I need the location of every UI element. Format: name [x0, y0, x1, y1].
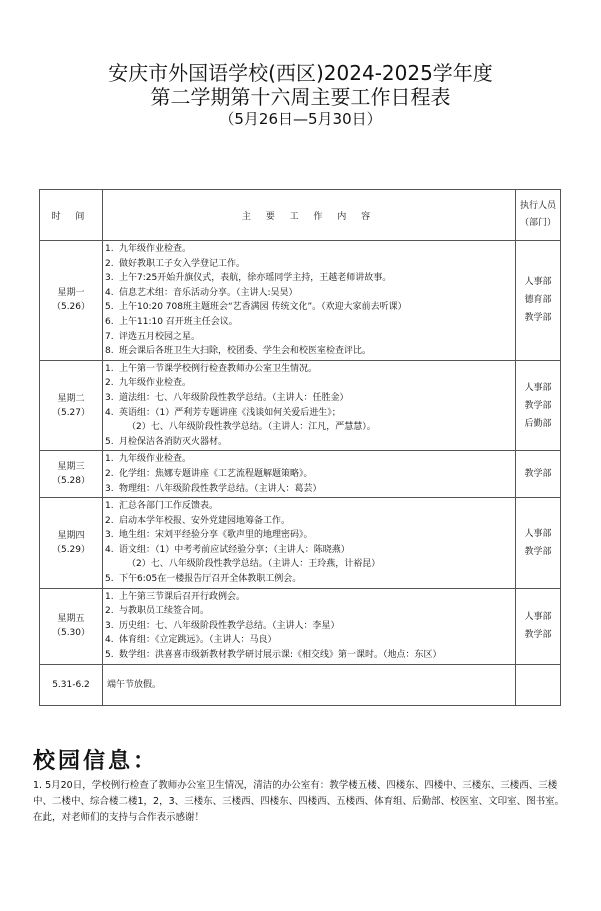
task-item [105, 344, 512, 359]
schedule-table [39, 189, 561, 706]
task-text: 做好教职工子女入学登记工作。 [119, 258, 246, 269]
task-text: 评选五月校园之星。 [119, 331, 201, 342]
task-number: 1. [105, 244, 114, 254]
task-item [105, 257, 512, 272]
task-number: 3. [105, 483, 114, 494]
department-label: 教学部 [524, 400, 552, 411]
date-range: （5月26日—5月30日） [219, 110, 382, 128]
task-item [105, 406, 512, 421]
task-number: 4. [105, 407, 114, 418]
holiday-date: 5.31-6.2 [40, 664, 103, 705]
task-number: 1. [105, 363, 114, 374]
task-text: 班会课后各班卫生大扫除，校团委、学生会和校医室检查评比。 [119, 346, 372, 357]
page-subtitle: 第二学期第十六周主要工作日程表 [150, 85, 451, 109]
task-item [105, 514, 512, 529]
task-text: （2）七、八年级阶段性教学总结。（主讲人：江凡，严慧慧）。 [127, 422, 376, 433]
task-text: 与教职员工续签合同。 [119, 606, 210, 617]
task-item [105, 619, 512, 634]
task-item [105, 435, 512, 450]
task-text: 上午第一节课学校例行检查教师办公室卫生情况。 [119, 363, 318, 374]
task-item [105, 590, 512, 605]
task-item [105, 482, 512, 497]
task-number: 3. [105, 273, 114, 284]
departments-cell [516, 241, 561, 361]
department-label: 教学部 [524, 630, 552, 641]
department-label: 人事部 [524, 382, 552, 393]
task-item [105, 330, 512, 345]
day-cell [40, 360, 103, 451]
department-label: 德育部 [524, 295, 552, 306]
task-item [105, 572, 512, 587]
tasks-cell [103, 498, 516, 589]
task-item [105, 391, 512, 406]
task-number: 5. [105, 650, 114, 661]
department-label: 教学部 [524, 469, 552, 480]
schedule-row [40, 451, 561, 498]
task-item [105, 499, 512, 514]
day-date: （5.28） [51, 476, 91, 487]
task-number: 5. [105, 436, 114, 447]
schedule-row [40, 588, 561, 664]
task-item [105, 271, 512, 286]
task-number: 2. [105, 515, 114, 526]
tasks-cell [103, 241, 516, 361]
news-title: 校园信息： [33, 748, 159, 774]
task-text: 地生组：宋刘平经验分享《歌声里的地理密码》。 [119, 530, 313, 541]
task-item [105, 315, 512, 330]
task-text: 历史组：七、八年级阶段性教学总结。（主讲人：李星） [119, 620, 340, 631]
departments-cell [516, 360, 561, 451]
task-number: 1. [105, 591, 114, 602]
task-item [105, 376, 512, 391]
task-number: 1. [105, 454, 114, 465]
day-date: （5.30） [51, 628, 91, 639]
task-number: 6. [105, 316, 114, 327]
task-text: 上午第三节课后召开行政例会。 [119, 591, 246, 602]
task-number: 5. [105, 302, 114, 313]
task-item [105, 543, 512, 558]
task-text: 道法组：七、八年级阶段性教学总结。（主讲人：任胜金） [119, 392, 349, 403]
day-label: 星期二 [57, 393, 85, 404]
news-body: 1. 5月20日，学校例行检查了教师办公室卫生情况，清洁的办公室有：教学楼五楼、四楼东、四楼中、三楼东、三楼西、三楼中、二楼中、综合楼二楼1，2，3、三楼东、三楼西、四楼东、四楼西、五楼西、体育组、后勤部、校医室、文印室、图书室。在此，对老师们的支持与合作表示感谢！ [33, 780, 565, 823]
page-title: 安庆市外国语学校(西区)2024-2025学年度 [108, 61, 493, 85]
task-item [105, 528, 512, 543]
task-text: 数学组：洪喜喜市级新教材教学研讨展示课:《相交线》第一课时。（地点：东区） [119, 650, 442, 661]
task-item [105, 242, 512, 257]
department-label: 教学部 [524, 546, 552, 557]
task-text: 上午10:20 708班主题班会“艺香满园 传统文化”。（欢迎大家前去听课） [119, 302, 407, 313]
time-header: 时 间 [40, 190, 103, 241]
day-label: 星期五 [57, 614, 85, 625]
department-label: 人事部 [524, 277, 552, 288]
holiday-note: 端午节放假。 [103, 664, 516, 705]
tasks-cell [103, 360, 516, 451]
task-item [105, 452, 512, 467]
holiday-departments [516, 664, 561, 705]
task-number: 4. [105, 287, 114, 298]
task-item [105, 362, 512, 377]
departments-cell [516, 451, 561, 498]
task-number: 2. [105, 468, 114, 479]
task-number: 4. [105, 544, 114, 555]
tasks-cell [103, 588, 516, 664]
task-number: 3. [105, 620, 114, 631]
task-text: 物理组：八年级阶段性教学总结。（主讲人：葛芸） [119, 483, 322, 494]
table-header-row [40, 190, 561, 241]
schedule-row [40, 360, 561, 451]
task-item [105, 286, 512, 301]
department-label: 教学部 [524, 313, 552, 324]
day-label: 星期三 [57, 462, 85, 473]
task-text: 上午7:25开始升旗仪式，表航，徐亦瑶同学主持，王越老师讲故事。 [119, 273, 392, 284]
task-number: 7. [105, 331, 114, 342]
task-item [105, 648, 512, 663]
task-number: 1. [105, 501, 114, 512]
department-label: 人事部 [524, 612, 552, 623]
task-text: 九年级作业检查。 [119, 378, 192, 389]
tasks-cell [103, 451, 516, 498]
responsible-header: 执行人员（部门） [516, 190, 561, 241]
schedule-row [40, 241, 561, 361]
task-number: 2. [105, 606, 114, 617]
task-number: 3. [105, 392, 114, 403]
task-text: 上午11:10 召开班主任会议。 [119, 316, 238, 327]
task-text: 下午6:05在一楼报告厅召开全体教职工例会。 [119, 574, 302, 585]
schedule-body [40, 190, 561, 706]
day-cell [40, 588, 103, 664]
task-item [105, 633, 512, 648]
task-item [105, 300, 512, 315]
task-number: 2. [105, 378, 114, 389]
day-cell [40, 451, 103, 498]
day-date: （5.26） [51, 302, 91, 313]
task-text: 启动本学年校报、安外党建园地筹备工作。 [119, 515, 291, 526]
departments-cell [516, 498, 561, 589]
day-label: 星期四 [57, 530, 85, 541]
department-label: 后勤部 [524, 418, 552, 429]
task-text: 语文组：（1）中考考前应试经验分享；（主讲人：陈晓燕） [119, 544, 350, 555]
holiday-row [40, 664, 561, 705]
task-text: 英语组：（1）严利芳专题讲座《浅谈如何关爱后进生》； [119, 407, 341, 418]
task-item [105, 557, 512, 572]
task-number: 3. [105, 530, 114, 541]
task-text: 九年级作业检查。 [119, 454, 192, 465]
task-text: 体育组：《立定跳远》。（主讲人：马良） [119, 635, 277, 646]
departments-cell [516, 588, 561, 664]
task-number: 5. [105, 574, 114, 585]
task-text: （2）七、八年级阶段性教学总结。（主讲人：王玲燕，计裕昆） [127, 559, 381, 570]
task-item [105, 420, 512, 435]
schedule-row [40, 498, 561, 589]
task-text: 化学组：焦娜专题讲座《工艺流程题解题策略》。 [119, 468, 313, 479]
task-text: 汇总各部门工作反馈表。 [119, 501, 219, 512]
task-text: 信息艺术组：音乐活动分享。（主讲人:吴昊） [119, 287, 298, 298]
day-date: （5.29） [51, 544, 91, 555]
day-cell [40, 498, 103, 589]
task-number: 2. [105, 258, 114, 269]
task-number: 8. [105, 346, 114, 357]
task-text: 九年级作业检查。 [119, 244, 192, 254]
task-item [105, 604, 512, 619]
day-cell [40, 241, 103, 361]
day-label: 星期一 [57, 288, 85, 299]
task-number: 4. [105, 635, 114, 646]
department-label: 人事部 [524, 528, 552, 539]
task-text: 月检保洁各消防灭火器材。 [119, 436, 228, 447]
task-item [105, 467, 512, 482]
day-date: （5.27） [51, 407, 91, 418]
content-header: 主 要 工 作 内 容 [103, 190, 516, 241]
